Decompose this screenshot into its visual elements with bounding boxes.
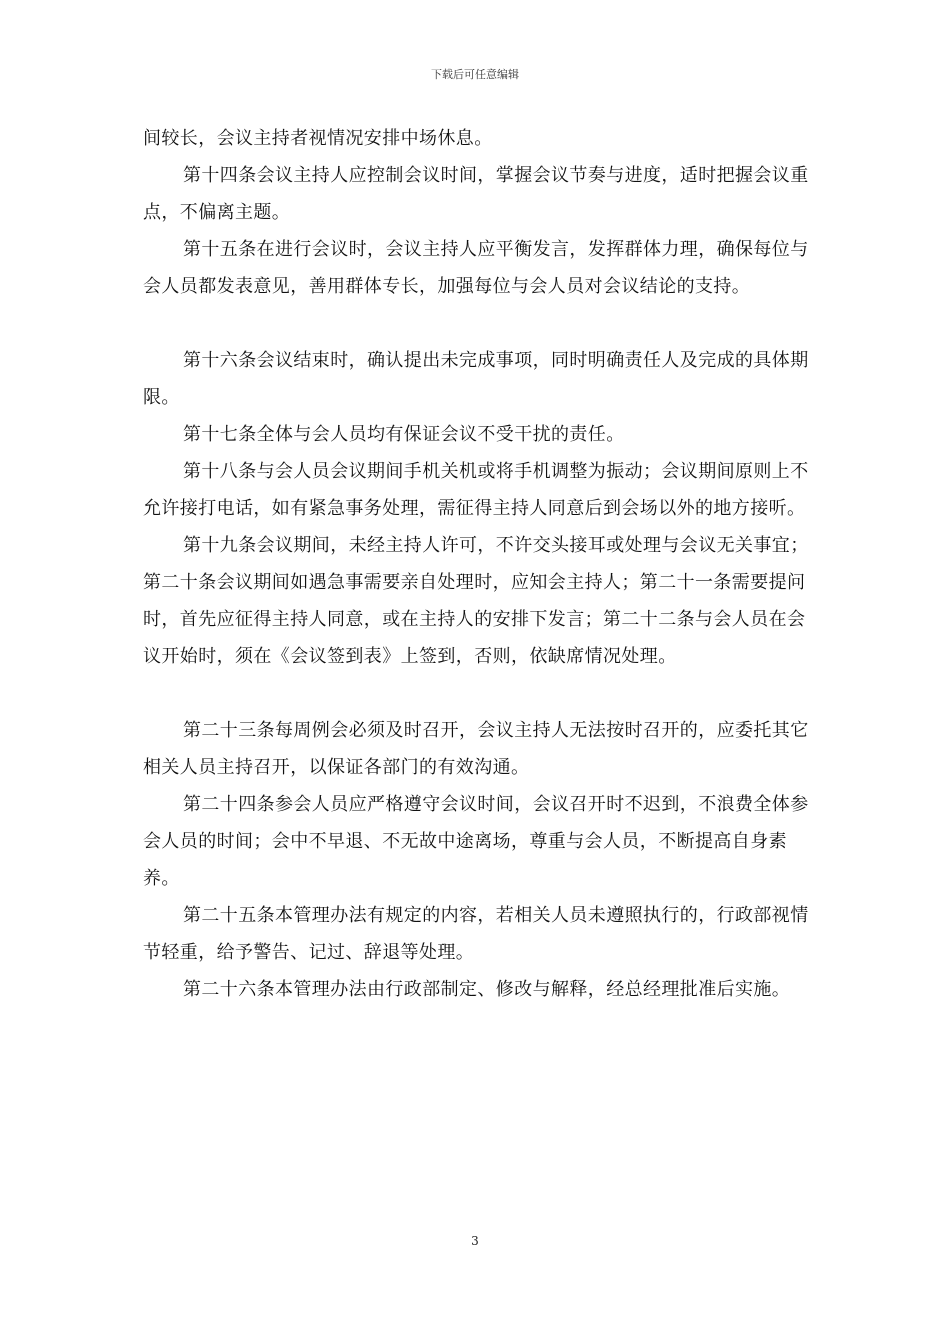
blank-line — [143, 305, 823, 342]
page-number: 3 — [471, 1234, 479, 1248]
paragraph-article-24: 第二十四条参会人员应严格遵守会议时间，会议召开时不迟到，不浪费全体参会人员的时间；会中不早退、不无故中途离场，尊重与会人员，不断提高自身素养。 — [143, 794, 809, 889]
document-body — [143, 120, 823, 1008]
paragraph-article-19-22: 第十九条会议期间，未经主持人许可，不许交头接耳或处理与会议无关事宜；第二十条会议期间如遇急事需要亲自处理时，应知会主持人；第二十一条需要提问时，首先应征得主持人同意，或在主持人的安排下发言；第二十二条与会人员在会议开始时，须在《会议签到表》上签到，否则，依缺席情况处理。 — [143, 535, 809, 667]
paragraph-article-14: 第十四条会议主持人应控制会议时间，掌握会议节奏与进度，适时把握会议重点，不偏离主题。 — [143, 165, 809, 223]
paragraph-article-16: 第十六条会议结束时，确认提出未完成事项，同时明确责任人及完成的具体期限。 — [143, 350, 809, 408]
paragraph-article-23: 第二十三条每周例会必须及时召开，会议主持人无法按时召开的，应委托其它相关人员主持召开，以保证各部门的有效沟通。 — [143, 720, 809, 778]
paragraph-continuation: 间较长，会议主持者视情况安排中场休息。 — [143, 128, 493, 149]
paragraph-article-26: 第二十六条本管理办法由行政部制定、修改与解释，经总经理批准后实施。 — [183, 979, 791, 1000]
blank-line — [143, 675, 823, 712]
paragraph-article-18: 第十八条与会人员会议期间手机关机或将手机调整为振动；会议期间原则上不允许接打电话，如有紧急事务处理，需征得主持人同意后到会场以外的地方接听。 — [143, 461, 809, 519]
page-header: 下载后可任意编辑 — [431, 68, 519, 81]
paragraph-article-25: 第二十五条本管理办法有规定的内容，若相关人员未遵照执行的，行政部视情节轻重，给予警告、记过、辞退等处理。 — [143, 905, 809, 963]
paragraph-article-15: 第十五条在进行会议时，会议主持人应平衡发言，发挥群体力理，确保每位与会人员都发表意见，善用群体专长，加强每位与会人员对会议结论的支持。 — [143, 239, 809, 297]
paragraph-article-17: 第十七条全体与会人员均有保证会议不受干扰的责任。 — [183, 424, 625, 445]
